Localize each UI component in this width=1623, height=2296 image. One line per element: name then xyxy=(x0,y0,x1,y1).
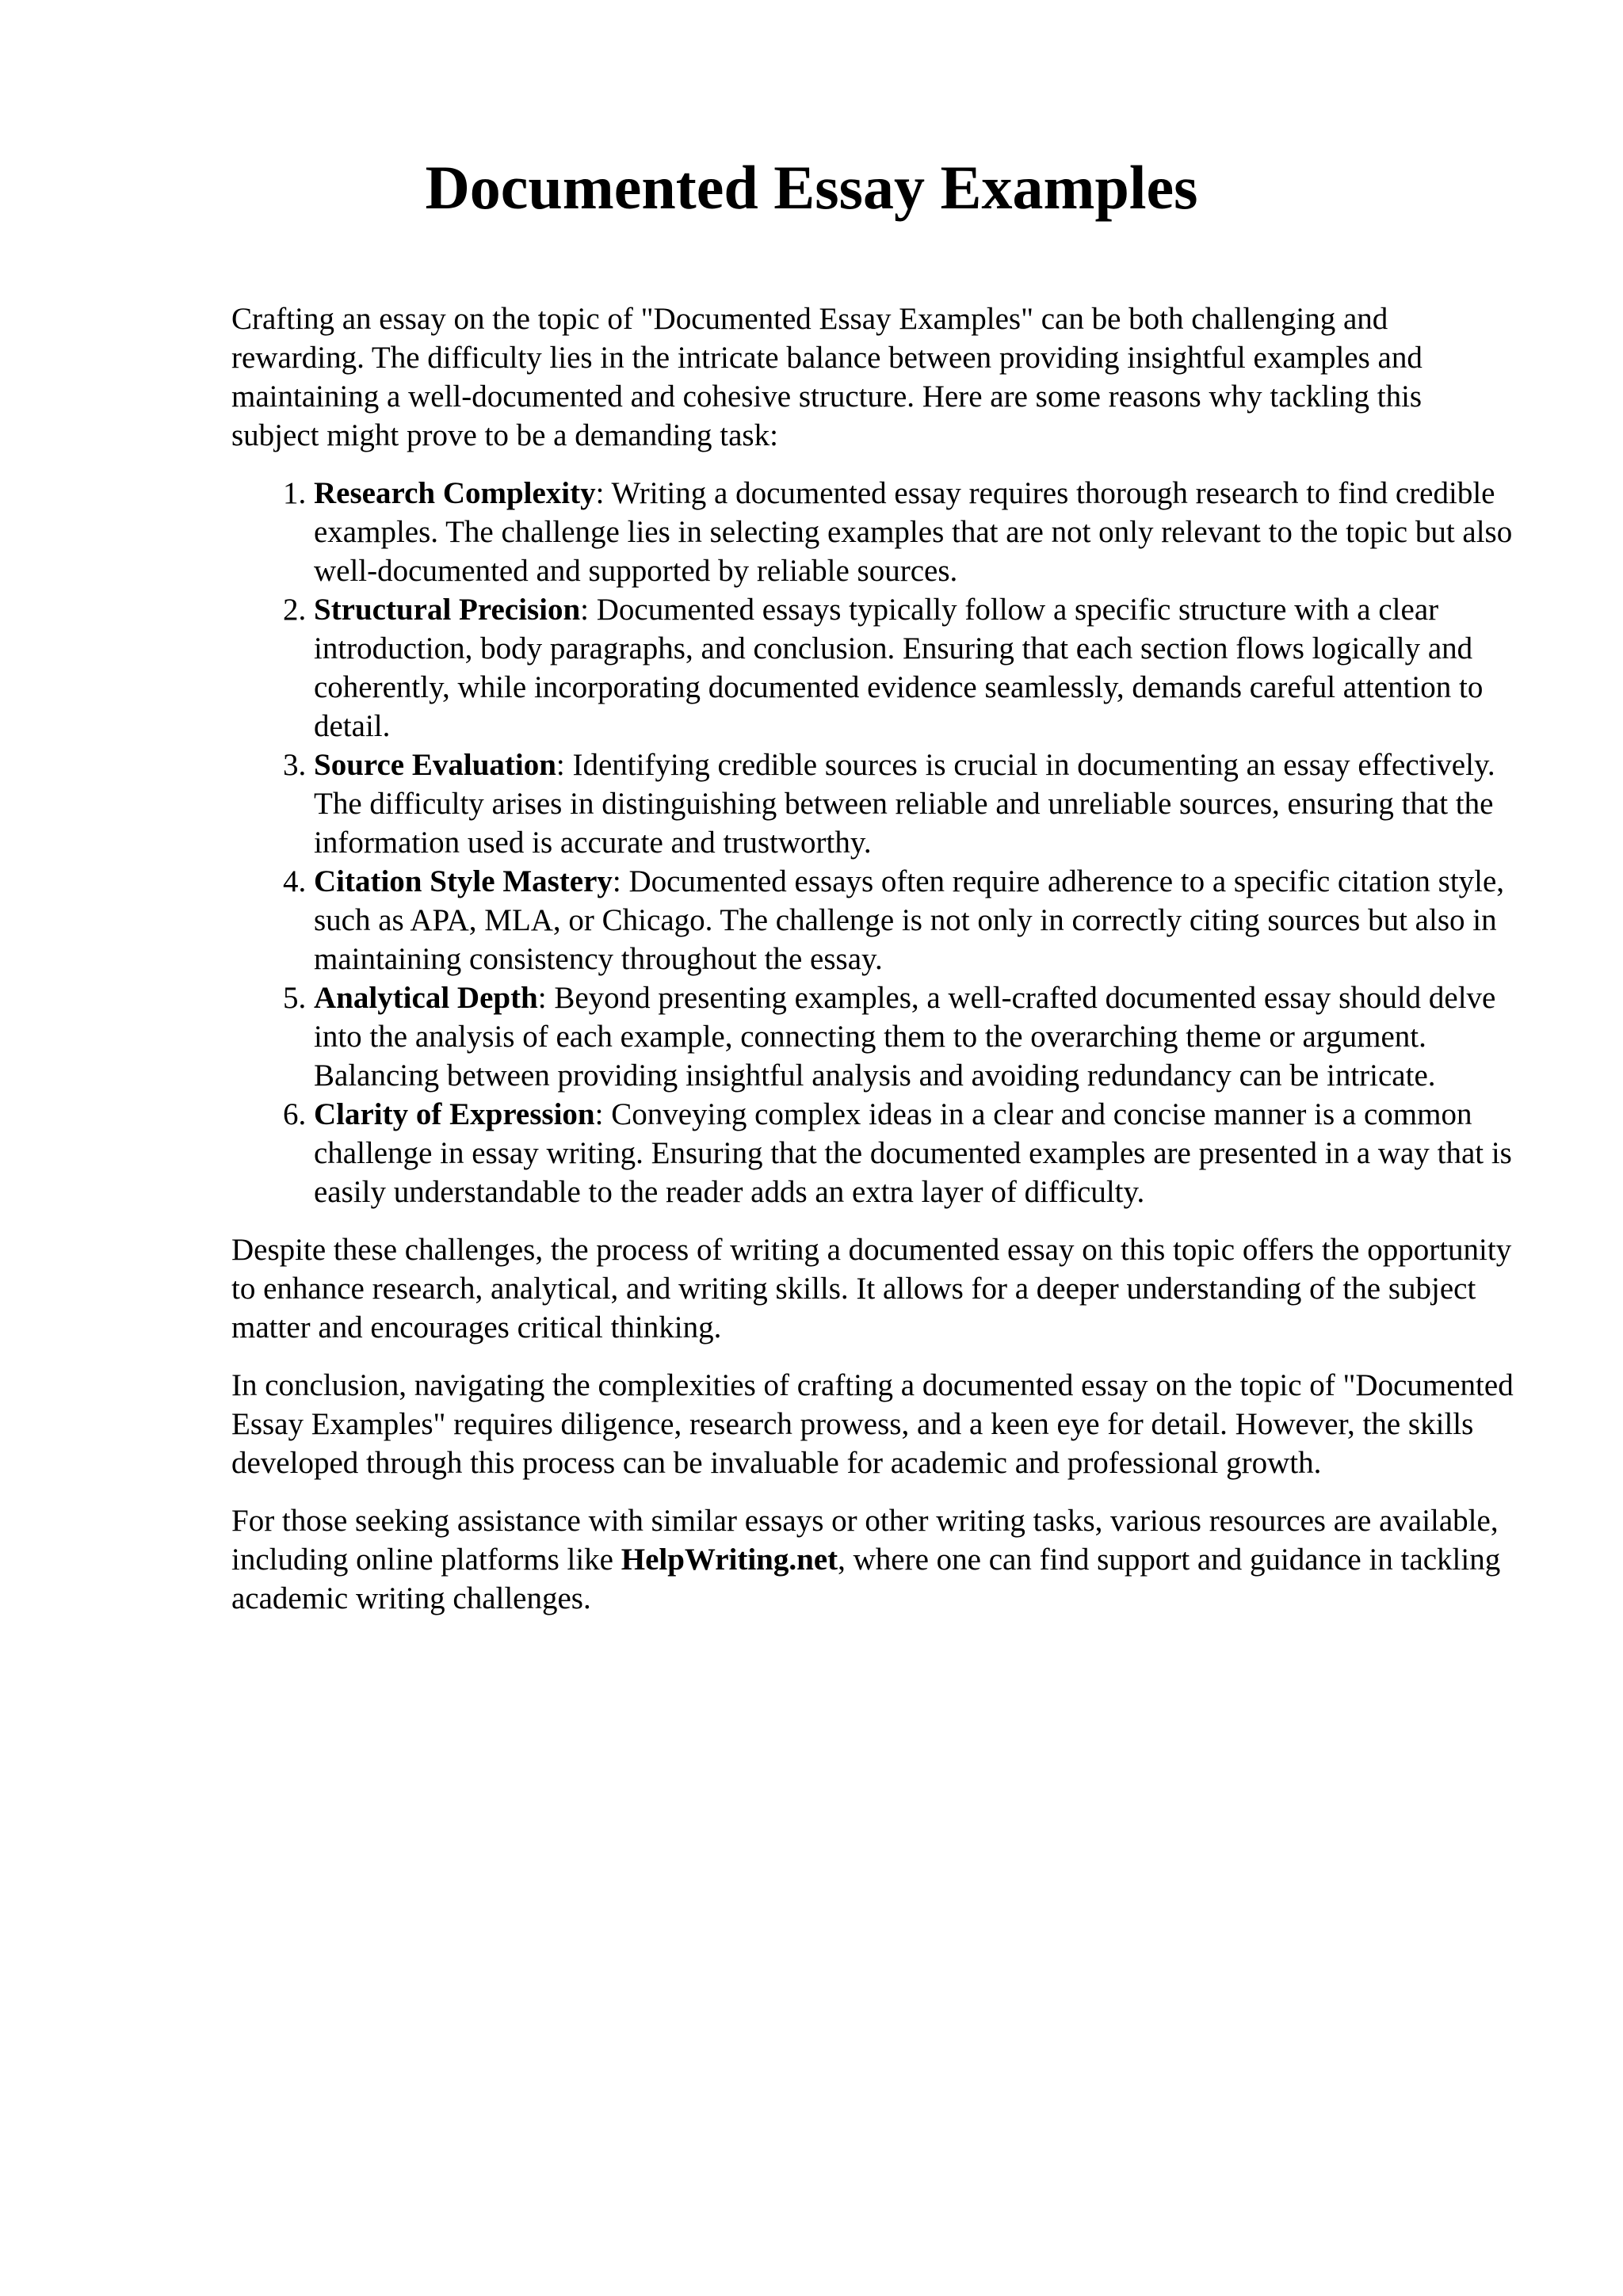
document-body xyxy=(231,299,1515,1637)
reason-term: Analytical Depth xyxy=(314,981,538,1015)
list-item xyxy=(314,978,1515,1095)
despite-paragraph: Despite these challenges, the process of writing a documented essay on this topic offers the opportunity to enhance research, analytical, and writing skills. It allows for a deeper understanding of the subject matter and encourages critical thinking. xyxy=(231,1233,1512,1344)
list-item xyxy=(314,474,1515,590)
reason-term: Clarity of Expression xyxy=(314,1097,595,1131)
list-item xyxy=(314,862,1515,978)
closing-paragraph xyxy=(231,1501,1515,1618)
closing-text-before: For those seeking assistance with similar essays or other writing tasks, various resources are available, including online platforms like xyxy=(231,1504,1499,1577)
document-title: Documented Essay Examples xyxy=(425,153,1198,222)
reason-text: : Conveying complex ideas in a clear and concise manner is a common challenge in essay writing. Ensuring that the documented examples are presented in a way that is easily understandable to the reader adds an extra layer of difficulty. xyxy=(314,1097,1512,1209)
list-item xyxy=(314,1095,1515,1211)
reason-text: : Beyond presenting examples, a well-crafted documented essay should delve into the analysis of each example, connecting them to the overarching theme or argument. Balancing between providing insightful analysis and avoiding redundancy can be intricate. xyxy=(314,981,1496,1093)
reasons-list xyxy=(231,474,1515,1211)
reason-term: Structural Precision xyxy=(314,593,581,627)
reason-term: Research Complexity xyxy=(314,476,596,510)
reason-text: : Documented essays often require adherence to a specific citation style, such as APA, MLA, or Chicago. The challenge is not only in correctly citing sources but also in maintaining consistency throughout the essay. xyxy=(314,864,1505,976)
reason-term: Source Evaluation xyxy=(314,748,556,782)
conclusion-paragraph: In conclusion, navigating the complexities of crafting a documented essay on the topic of "Documented Essay Examples" requires diligence, research prowess, and a keen eye for detail. However, the skills developed through this process can be invaluable for academic and professional growth. xyxy=(231,1368,1514,1480)
reason-text: : Writing a documented essay requires thorough research to find credible examples. The challenge lies in selecting examples that are not only relevant to the topic but also well-documented and supported by reliable sources. xyxy=(314,476,1513,588)
helpwriting-link[interactable]: HelpWriting.net xyxy=(621,1543,838,1577)
reason-term: Citation Style Mastery xyxy=(314,864,613,898)
reason-text: : Identifying credible sources is crucial in documenting an essay effectively. The difficulty arises in distinguishing between reliable and unreliable sources, ensuring that the information used is accurate and trustworthy. xyxy=(314,748,1495,860)
reason-text: : Documented essays typically follow a specific structure with a clear introduction, body paragraphs, and conclusion. Ensuring that each section flows logically and coherently, while incorporating documented evidence seamlessly, demands careful attention to detail. xyxy=(314,593,1484,743)
closing-text-after: , where one can find support and guidance in tackling academic writing challenges. xyxy=(231,1543,1501,1615)
intro-paragraph: Crafting an essay on the topic of "Documented Essay Examples" can be both challenging and rewarding. The difficulty lies in the intricate balance between providing insightful examples and maintaining a well-documented and cohesive structure. Here are some reasons why tackling this subject might prove to be a demanding task: xyxy=(231,302,1423,452)
list-item xyxy=(314,746,1515,862)
list-item xyxy=(314,590,1515,746)
